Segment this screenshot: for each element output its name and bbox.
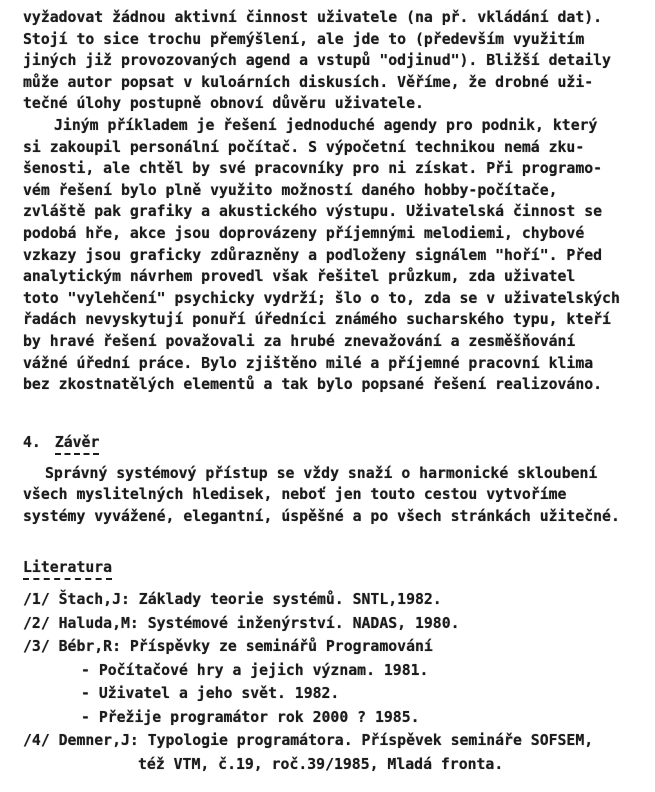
reference-line: /1/ Štach,J: Základy teorie systémů. SNTL,1982.: [23, 591, 442, 609]
text-line: toto "vylehčení" psychicky vydrží; šlo o to, zda se v uživatelských: [23, 289, 620, 307]
text-line: podobá hře, akce jsou doprovázeny příjemnými melodiemi, chybové: [23, 224, 585, 242]
reference-line: /2/ Haluda,M: Systémové inženýrství. NADAS, 1980.: [23, 614, 460, 632]
section-title: Závěr: [55, 434, 100, 455]
reference-subitem: - Uživatel a jeho svět. 1982.: [81, 685, 340, 703]
paragraph-continuation: [23, 7, 637, 115]
reference-subitem: - Přežije programátor rok 2000 ? 1985.: [81, 708, 420, 726]
literature-title: Literatura: [23, 559, 112, 580]
paragraph-conclusion: [23, 463, 637, 528]
reference-list: [23, 588, 637, 776]
text-line: Správný systémový přístup se vždy snaží o harmonické skloubení: [45, 464, 598, 482]
text-line: tečné úlohy postupně obnoví důvěru uživatele.: [23, 95, 424, 113]
text-line: vyžadovat žádnou aktivní činnost uživatele (na př. vkládání dat).: [23, 9, 603, 26]
text-line: by hravé řešení považovali za hrubé znevažování a zesměšňování: [23, 332, 576, 350]
text-line: Stojí to sice trochu přemýšlení, ale jde to (především využitím: [23, 30, 585, 48]
text-line: vážné úřední práce. Bylo zjištěno milé a příjemné pracovní klima: [23, 354, 594, 372]
text-line: zvláště pak grafiky a akustického výstupu. Uživatelská činnost se: [23, 203, 603, 221]
paragraph-example: [23, 115, 637, 396]
reference-line: /3/ Bébr,R: Příspěvky ze seminářů Programování: [23, 638, 433, 656]
text-line: vém řešení bylo plně využito možností daného hobby-počítače,: [23, 181, 558, 199]
text-line: řadách nevyskytují ponuří úředníci známého sucharského typu, kteří: [23, 311, 611, 329]
text-line: šenosti, ale chtěl by své pracovníky pro ni získat. Při programo-: [23, 160, 603, 178]
text-line: si zakoupil personální počítač. S výpočetní technikou nemá zku-: [23, 138, 585, 156]
text-line: všech myslitelných hledisek, neboť jen touto cestou vytvoříme: [23, 486, 567, 504]
section-number: 4.: [23, 433, 41, 451]
text-line: může autor popsat v kuloárních diskusích. Věříme, že drobné uži-: [23, 73, 594, 91]
text-line: systémy vyvážené, elegantní, úspěšné a po všech stránkách užitečné.: [23, 507, 620, 525]
section-heading-conclusion: [23, 432, 637, 455]
text-line: bez zkostnatělých elementů a tak bylo popsané řešení realizováno.: [23, 376, 603, 394]
literature-heading: [23, 557, 637, 580]
text-line: analytickým návrhem provedl však řešitel průzkum, zda uživatel: [23, 268, 576, 286]
reference-continuation-line: též VTM, č.19, roč.39/1985, Mladá fronta.: [138, 755, 504, 773]
text-line: jiných již provozovaných agend a vstupů "odjinud"). Bližší detaily: [23, 52, 611, 70]
text-line: Jiným příkladem je řešení jednoduché agendy pro podnik, který: [54, 116, 598, 134]
reference-line: /4/ Demner,J: Typologie programátora. Příspěvek semináře SOFSEM,: [23, 732, 594, 750]
text-line: vzkazy jsou graficky zdůrazněny a podloženy signálem "hoří". Před: [23, 246, 603, 264]
reference-subitem: - Počítačové hry a jejich význam. 1981.: [81, 661, 429, 679]
